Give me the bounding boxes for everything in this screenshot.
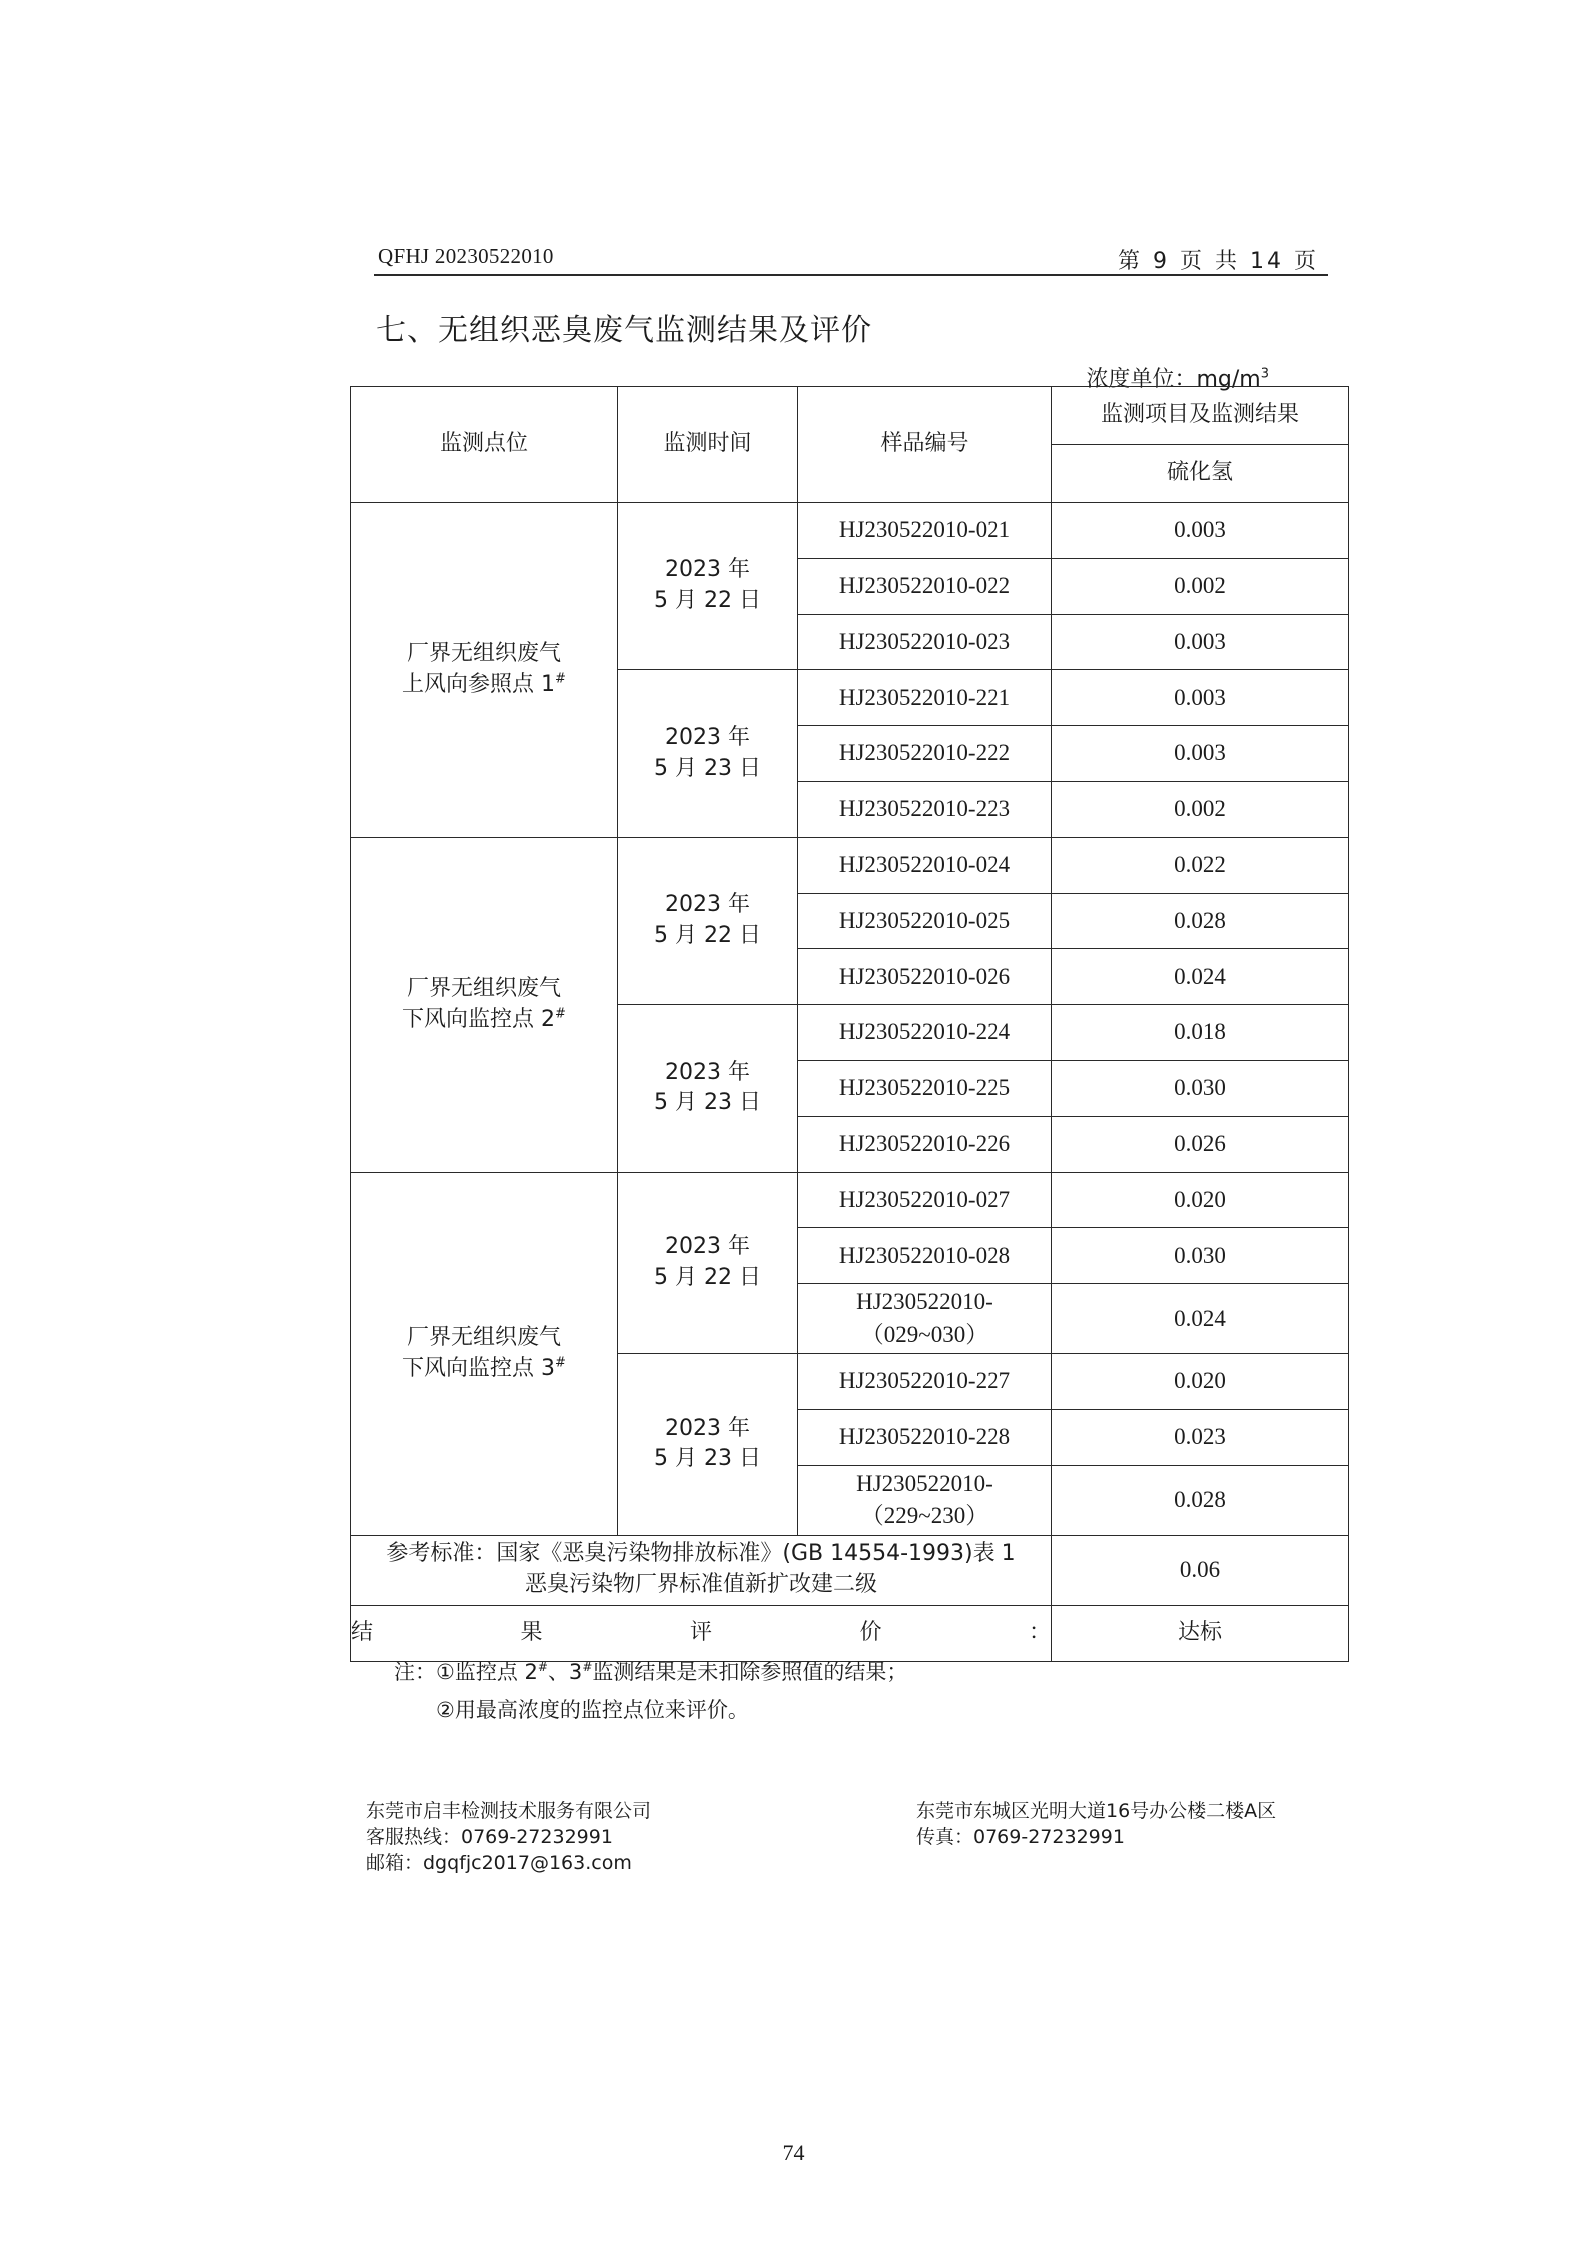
sample-cell: HJ230522010-028 [798,1228,1052,1284]
page-info: 第 9 页 共 14 页 [1118,249,1319,274]
sample-cell: HJ230522010-223 [798,781,1052,837]
header-site: 监测点位 [351,387,618,503]
sample-cell: HJ230522010-026 [798,949,1052,1005]
value-cell: 0.020 [1052,1172,1349,1228]
date-cell: 2023 年 5 月 23 日 [618,1005,798,1172]
value-cell: 0.028 [1052,893,1349,949]
site-cell: 厂界无组织废气 下风向监控点 2# [351,837,618,1172]
value-cell: 0.022 [1052,837,1349,893]
sample-cell: HJ230522010-027 [798,1172,1052,1228]
standard-row [351,1535,1349,1605]
sample-cell: HJ230522010-024 [798,837,1052,893]
sample-cell: HJ230522010-226 [798,1116,1052,1172]
sample-cell: HJ230522010- （229~230） [798,1465,1052,1535]
unit-superscript: 3 [1260,366,1269,382]
sample-cell: HJ230522010-225 [798,1060,1052,1116]
footer-email: 邮箱：dgqfjc2017@163.com [366,1852,632,1874]
table-row [351,1172,1349,1228]
sample-cell: HJ230522010-228 [798,1409,1052,1465]
sample-cell: HJ230522010-023 [798,614,1052,670]
footer-hotline: 客服热线：0769-27232991 [366,1826,613,1848]
date-cell: 2023 年 5 月 22 日 [618,837,798,1004]
table-row [351,837,1349,893]
footer-address: 东莞市东城区光明大道16号办公楼二楼A区 [916,1800,1277,1822]
footer-fax: 传真：0769-27232991 [916,1826,1125,1848]
note-2: ②用最高浓度的监控点位来评价。 [436,1698,749,1722]
date-cell: 2023 年 5 月 22 日 [618,503,798,670]
header-rule [374,274,1328,276]
sample-cell: HJ230522010-224 [798,1005,1052,1061]
value-cell: 0.018 [1052,1005,1349,1061]
header-items: 监测项目及监测结果 [1052,387,1349,445]
site-cell: 厂界无组织废气 上风向参照点 1# [351,503,618,838]
sample-cell: HJ230522010-227 [798,1354,1052,1410]
report-number: QFHJ 20230522010 [378,244,554,268]
value-cell: 0.023 [1052,1409,1349,1465]
header-sample: 样品编号 [798,387,1052,503]
header-time: 监测时间 [618,387,798,503]
evaluation-label: 结 果 评 价 ： [351,1605,1052,1661]
results-table [350,386,1349,1662]
value-cell: 0.024 [1052,949,1349,1005]
value-cell: 0.020 [1052,1354,1349,1410]
value-cell: 0.002 [1052,781,1349,837]
page-number: 74 [782,2140,805,2165]
site-cell: 厂界无组织废气 下风向监控点 3# [351,1172,618,1535]
value-cell: 0.003 [1052,614,1349,670]
notes [394,1648,907,1729]
note-1: 注：①监控点 2#、3#监测结果是未扣除参照值的结果； [394,1660,908,1684]
standard-label: 参考标准：国家《恶臭污染物排放标准》(GB 14554-1993)表 1 恶臭污染物厂界标准值新扩改建二级 [351,1535,1052,1605]
value-cell: 0.026 [1052,1116,1349,1172]
header-h2s: 硫化氢 [1052,445,1349,503]
unit-text: 浓度单位：mg/m [1086,367,1261,392]
sample-cell: HJ230522010-022 [798,558,1052,614]
footer-right [916,1798,1276,1850]
value-cell: 0.003 [1052,670,1349,726]
value-cell: 0.028 [1052,1465,1349,1535]
table-row [351,503,1349,559]
value-cell: 0.003 [1052,503,1349,559]
footer-left [366,1798,651,1876]
standard-value: 0.06 [1052,1535,1349,1605]
sample-cell: HJ230522010-222 [798,726,1052,782]
section-title: 七、无组织恶臭废气监测结果及评价 [376,313,872,348]
value-cell: 0.030 [1052,1060,1349,1116]
value-cell: 0.024 [1052,1284,1349,1354]
date-cell: 2023 年 5 月 23 日 [618,1354,798,1536]
sample-cell: HJ230522010-221 [798,670,1052,726]
sample-cell: HJ230522010-025 [798,893,1052,949]
evaluation-value: 达标 [1052,1605,1349,1661]
sample-cell: HJ230522010- （029~030） [798,1284,1052,1354]
date-cell: 2023 年 5 月 22 日 [618,1172,798,1354]
value-cell: 0.003 [1052,726,1349,782]
date-cell: 2023 年 5 月 23 日 [618,670,798,837]
value-cell: 0.002 [1052,558,1349,614]
value-cell: 0.030 [1052,1228,1349,1284]
footer-company: 东莞市启丰检测技术服务有限公司 [366,1800,652,1822]
sample-cell: HJ230522010-021 [798,503,1052,559]
